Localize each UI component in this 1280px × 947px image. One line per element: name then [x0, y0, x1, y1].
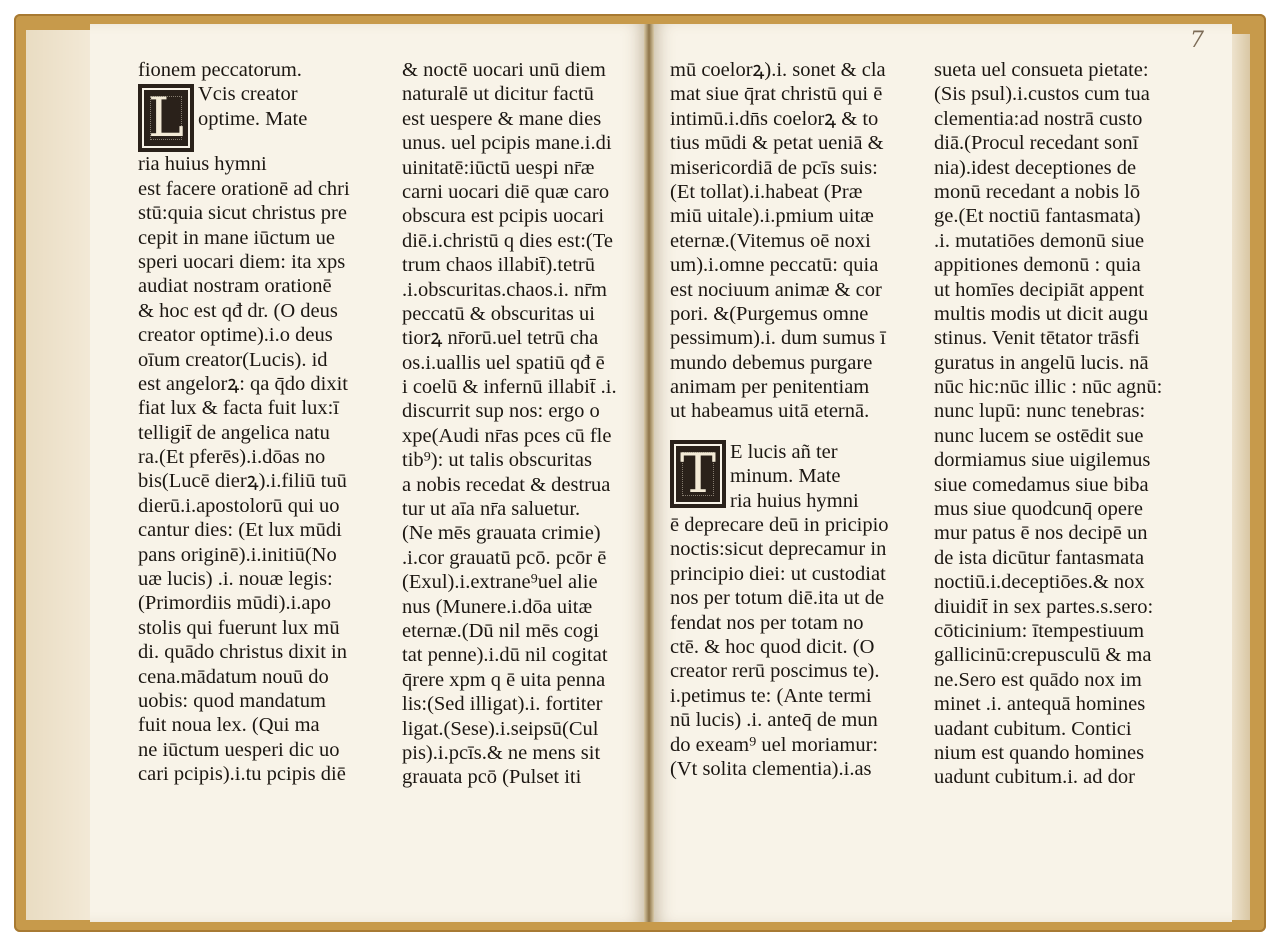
text-line: fuit noua lex. (Qui ma [138, 714, 320, 737]
text-line: stinus. Venit tētator trāsfi [934, 327, 1140, 350]
text-line: cena.mādatum nouū do [138, 665, 329, 688]
text-line: audiat nostram orationē [138, 275, 332, 298]
text-line: diuidit̄ in sex partes.s.sero: [934, 595, 1154, 618]
text-line: peccatū & obscuritas ui [402, 302, 595, 325]
text-line: (Et tollat).i.habeat (Præ [670, 180, 863, 203]
text-line: do exeam⁹ uel moriamur: [670, 733, 879, 756]
text-line: est facere orationē ad chri [138, 177, 350, 200]
text-line: cari pcipis).i.tu pcipis diē [138, 763, 346, 786]
text-line: i.petimus te: (Ante termi [670, 684, 872, 707]
text-line: (Exul).i.extrane⁹uel alie [402, 571, 598, 594]
text-column-left-2 [402, 58, 647, 790]
text-line: dormiamus siue uigilemus [934, 449, 1151, 472]
text-line: & hoc est qđ dr. (O deus [138, 299, 338, 322]
text-line: diā.(Procul recedant sonī [934, 132, 1139, 155]
text-line: pori. &(Purgemus omne [670, 302, 869, 325]
text-line: siue comedamus siue biba [934, 473, 1149, 496]
text-line: naturalē ut dicitur factū [402, 83, 594, 106]
text-line: stolis qui fuerunt lux mū [138, 616, 340, 639]
text-line: (Sis psul).i.custos cum tua [934, 83, 1150, 106]
text-line: mū coelorꝝ).i. sonet & cla [670, 59, 886, 81]
text-line: minet .i. antequā homines [934, 693, 1146, 716]
text-line: stū:quia sicut christus pre [138, 202, 347, 225]
text-column-left-1 [138, 58, 383, 787]
text-line: discurrit sup nos: ergo o [402, 400, 600, 423]
text-line: .i. mutatiōes demonū siue [934, 229, 1145, 252]
text-line: mat siue q̄rat christū qui ē [670, 83, 883, 106]
text-line: mus siue quodcunq̄ opere [934, 498, 1143, 521]
text-line: intimū.i.dn̄s coelorꝝ & to [670, 107, 879, 130]
text-line: ne iūctum uesperi dic uo [138, 738, 340, 761]
text-line: a nobis recedat & destrua [402, 473, 611, 496]
text-line: nos per totum diē.ita ut de [670, 587, 885, 610]
text-line: speri uocari diem: ita xps [138, 250, 346, 273]
text-line: creator optime).i.o deus [138, 324, 333, 347]
text-column-right-2 [934, 58, 1194, 790]
text-line: lis:(Sed illigat).i. fortiter [402, 693, 603, 716]
text-line: & noctē uocari unū diem [402, 59, 606, 81]
text-line: nunc lucem se ostēdit sue [934, 424, 1144, 447]
text-line: noctiū.i.deceptiōes.& nox [934, 571, 1145, 594]
text-line: bis(Lucē dierꝝ).i.filiū tuū [138, 470, 347, 493]
text-line: ut homīes decipiāt appent [934, 278, 1145, 301]
text-line: uobis: quod mandatum [138, 689, 326, 712]
text-line: nūc hic:nūc illic : nūc agnū: [934, 376, 1163, 399]
text-line: gallicinū:crepusculū & ma [934, 644, 1152, 667]
folio-number: 7 [1190, 28, 1204, 53]
text-line: pans originē).i.initiū(No [138, 543, 337, 566]
text-line: ra.(Et pferēs).i.dōas no [138, 446, 326, 469]
text-line: cantur dies: (Et lux mūdi [138, 519, 342, 542]
text-line: telligit̄ de angelica natu [138, 421, 330, 444]
text-line: grauata pcō (Pulset iti [402, 766, 582, 789]
text-line: uinitatē:iūctū uespi nr̄æ [402, 156, 595, 179]
text-line: optime. Mate [198, 107, 308, 130]
text-line: q̄rere xpm q ē uita penna [402, 668, 606, 691]
text-line: mundo debemus purgare [670, 351, 873, 374]
text-line: est angelorꝝ: qa q̄do dixit [138, 372, 348, 395]
text-line: uæ lucis) .i. nouæ legis: [138, 568, 333, 591]
text-line: principio diei: ut custodiat [670, 562, 886, 585]
text-line: guratus in angelū lucis. nā [934, 351, 1149, 374]
text-line: ligat.(Sese).i.seipsū(Cul [402, 717, 599, 740]
text-line: minum. Mate [730, 465, 841, 488]
text-line: de ista dicūtur fantasmata [934, 546, 1145, 569]
decorated-initial-T: T [670, 440, 726, 508]
text-line: est uespere & mane dies [402, 107, 602, 130]
text-line: diē.i.christū q dies est:(Te [402, 229, 613, 252]
text-line: nus (Munere.i.dōa uitæ [402, 595, 593, 618]
text-line: E lucis añ ter [730, 440, 838, 463]
text-line: noctis:sicut deprecamur in [670, 538, 887, 561]
text-line: tius mūdi & petat ueniā & [670, 132, 884, 155]
text-line: creator rerū poscimus te). [670, 660, 880, 683]
text-line: appitiones demonū : quia [934, 254, 1141, 277]
text-line: di. quādo christus dixit in [138, 641, 347, 664]
text-line: unus. uel pcipis mane.i.di [402, 132, 612, 155]
text-line: pis).i.pcīs.& ne mens sit [402, 741, 601, 764]
text-line: tur ut aīa nr̄a saluetur. [402, 498, 581, 521]
text-line: nū lucis) .i. anteq̄ de mun [670, 709, 878, 732]
text-line: sueta uel consueta pietate: [934, 59, 1149, 81]
text-line: .i.cor grauatū pcō. pcōr ē [402, 546, 607, 569]
text-line: pessimum).i. dum sumus ī [670, 327, 886, 350]
text-column-right-1 [670, 58, 920, 781]
text-line: ut habeamus uitā eternā. [670, 400, 870, 423]
text-line: est nociuum animæ & cor [670, 278, 882, 301]
text-line: misericordiā de pcīs suis: [670, 156, 878, 179]
text-line: eternæ.(Vitemus oē noxi [670, 229, 871, 252]
text-line: ria huius hymni [138, 153, 267, 176]
text-line: fendat nos per totam no [670, 611, 864, 634]
page-edges-right [1230, 34, 1250, 920]
text-line: nia).idest deceptiones de [934, 156, 1137, 179]
page-edges-left [26, 30, 97, 920]
text-line: nium est quando homines [934, 741, 1145, 764]
text-line: tib⁹): ut talis obscuritas [402, 449, 592, 472]
text-line: carni uocari diē quæ caro [402, 180, 610, 203]
text-line: multis modis ut dicit augu [934, 302, 1149, 325]
text-line: tat penne).i.dū nil cogitat [402, 644, 608, 667]
text-line: trum chaos illabit̄).tetrū [402, 254, 595, 277]
text-line: dierū.i.apostolorū qui uo [138, 494, 340, 517]
text-line: cōticinium: ītempestiuum [934, 619, 1145, 642]
text-line: animam per penitentiam [670, 376, 870, 399]
text-line: cepit in mane iūctum ue [138, 226, 335, 249]
text-line: (Ne mēs grauata crimie) [402, 522, 601, 545]
text-line: tiorꝝ nr̄orū.uel tetrū cha [402, 327, 599, 350]
text-line: fionem peccatorum. [138, 59, 302, 81]
text-line: xpe(Audi nr̄as pces cū fle [402, 424, 612, 447]
text-line: obscura est pcipis uocari [402, 205, 605, 228]
text-line: mur patus ē nos decipē un [934, 522, 1148, 545]
text-line: .i.obscuritas.chaos.i. nr̄m [402, 278, 607, 301]
text-line: ne.Sero est quādo nox im [934, 668, 1142, 691]
text-line: um).i.omne peccatū: quia [670, 254, 879, 277]
text-line: (Primordiis mūdi).i.apo [138, 592, 332, 615]
text-line: Vcis creator [198, 83, 298, 106]
text-line: ē deprecare deū in pricipio [670, 514, 889, 537]
text-line: clementia:ad nostrā custo [934, 107, 1143, 130]
text-line: (Vt solita clementia).i.as [670, 757, 872, 780]
text-line: ria huius hymni [730, 489, 859, 512]
text-line: ge.(Et noctiū fantasmata) [934, 205, 1141, 228]
text-line: oīum creator(Lucis). id [138, 348, 328, 371]
text-line: miū uitale).i.pmium uitæ [670, 205, 874, 228]
text-line: fiat lux & facta fuit lux:ī [138, 397, 339, 420]
text-line: ctē. & hoc quod dicit. (O [670, 635, 875, 658]
decorated-initial-L: L [138, 84, 194, 152]
text-line: eternæ.(Dū nil mēs cogi [402, 619, 599, 642]
text-line: nunc lupū: nunc tenebras: [934, 400, 1146, 423]
text-line: uadunt cubitum.i. ad dor [934, 766, 1135, 789]
text-line: os.i.uallis uel spatiū qđ ē [402, 351, 605, 374]
text-line: i coelū & infernū illabit̄ .i. [402, 376, 617, 399]
text-line: uadant cubitum. Contici [934, 717, 1132, 740]
text-line: monū recedant a nobis lō [934, 180, 1141, 203]
